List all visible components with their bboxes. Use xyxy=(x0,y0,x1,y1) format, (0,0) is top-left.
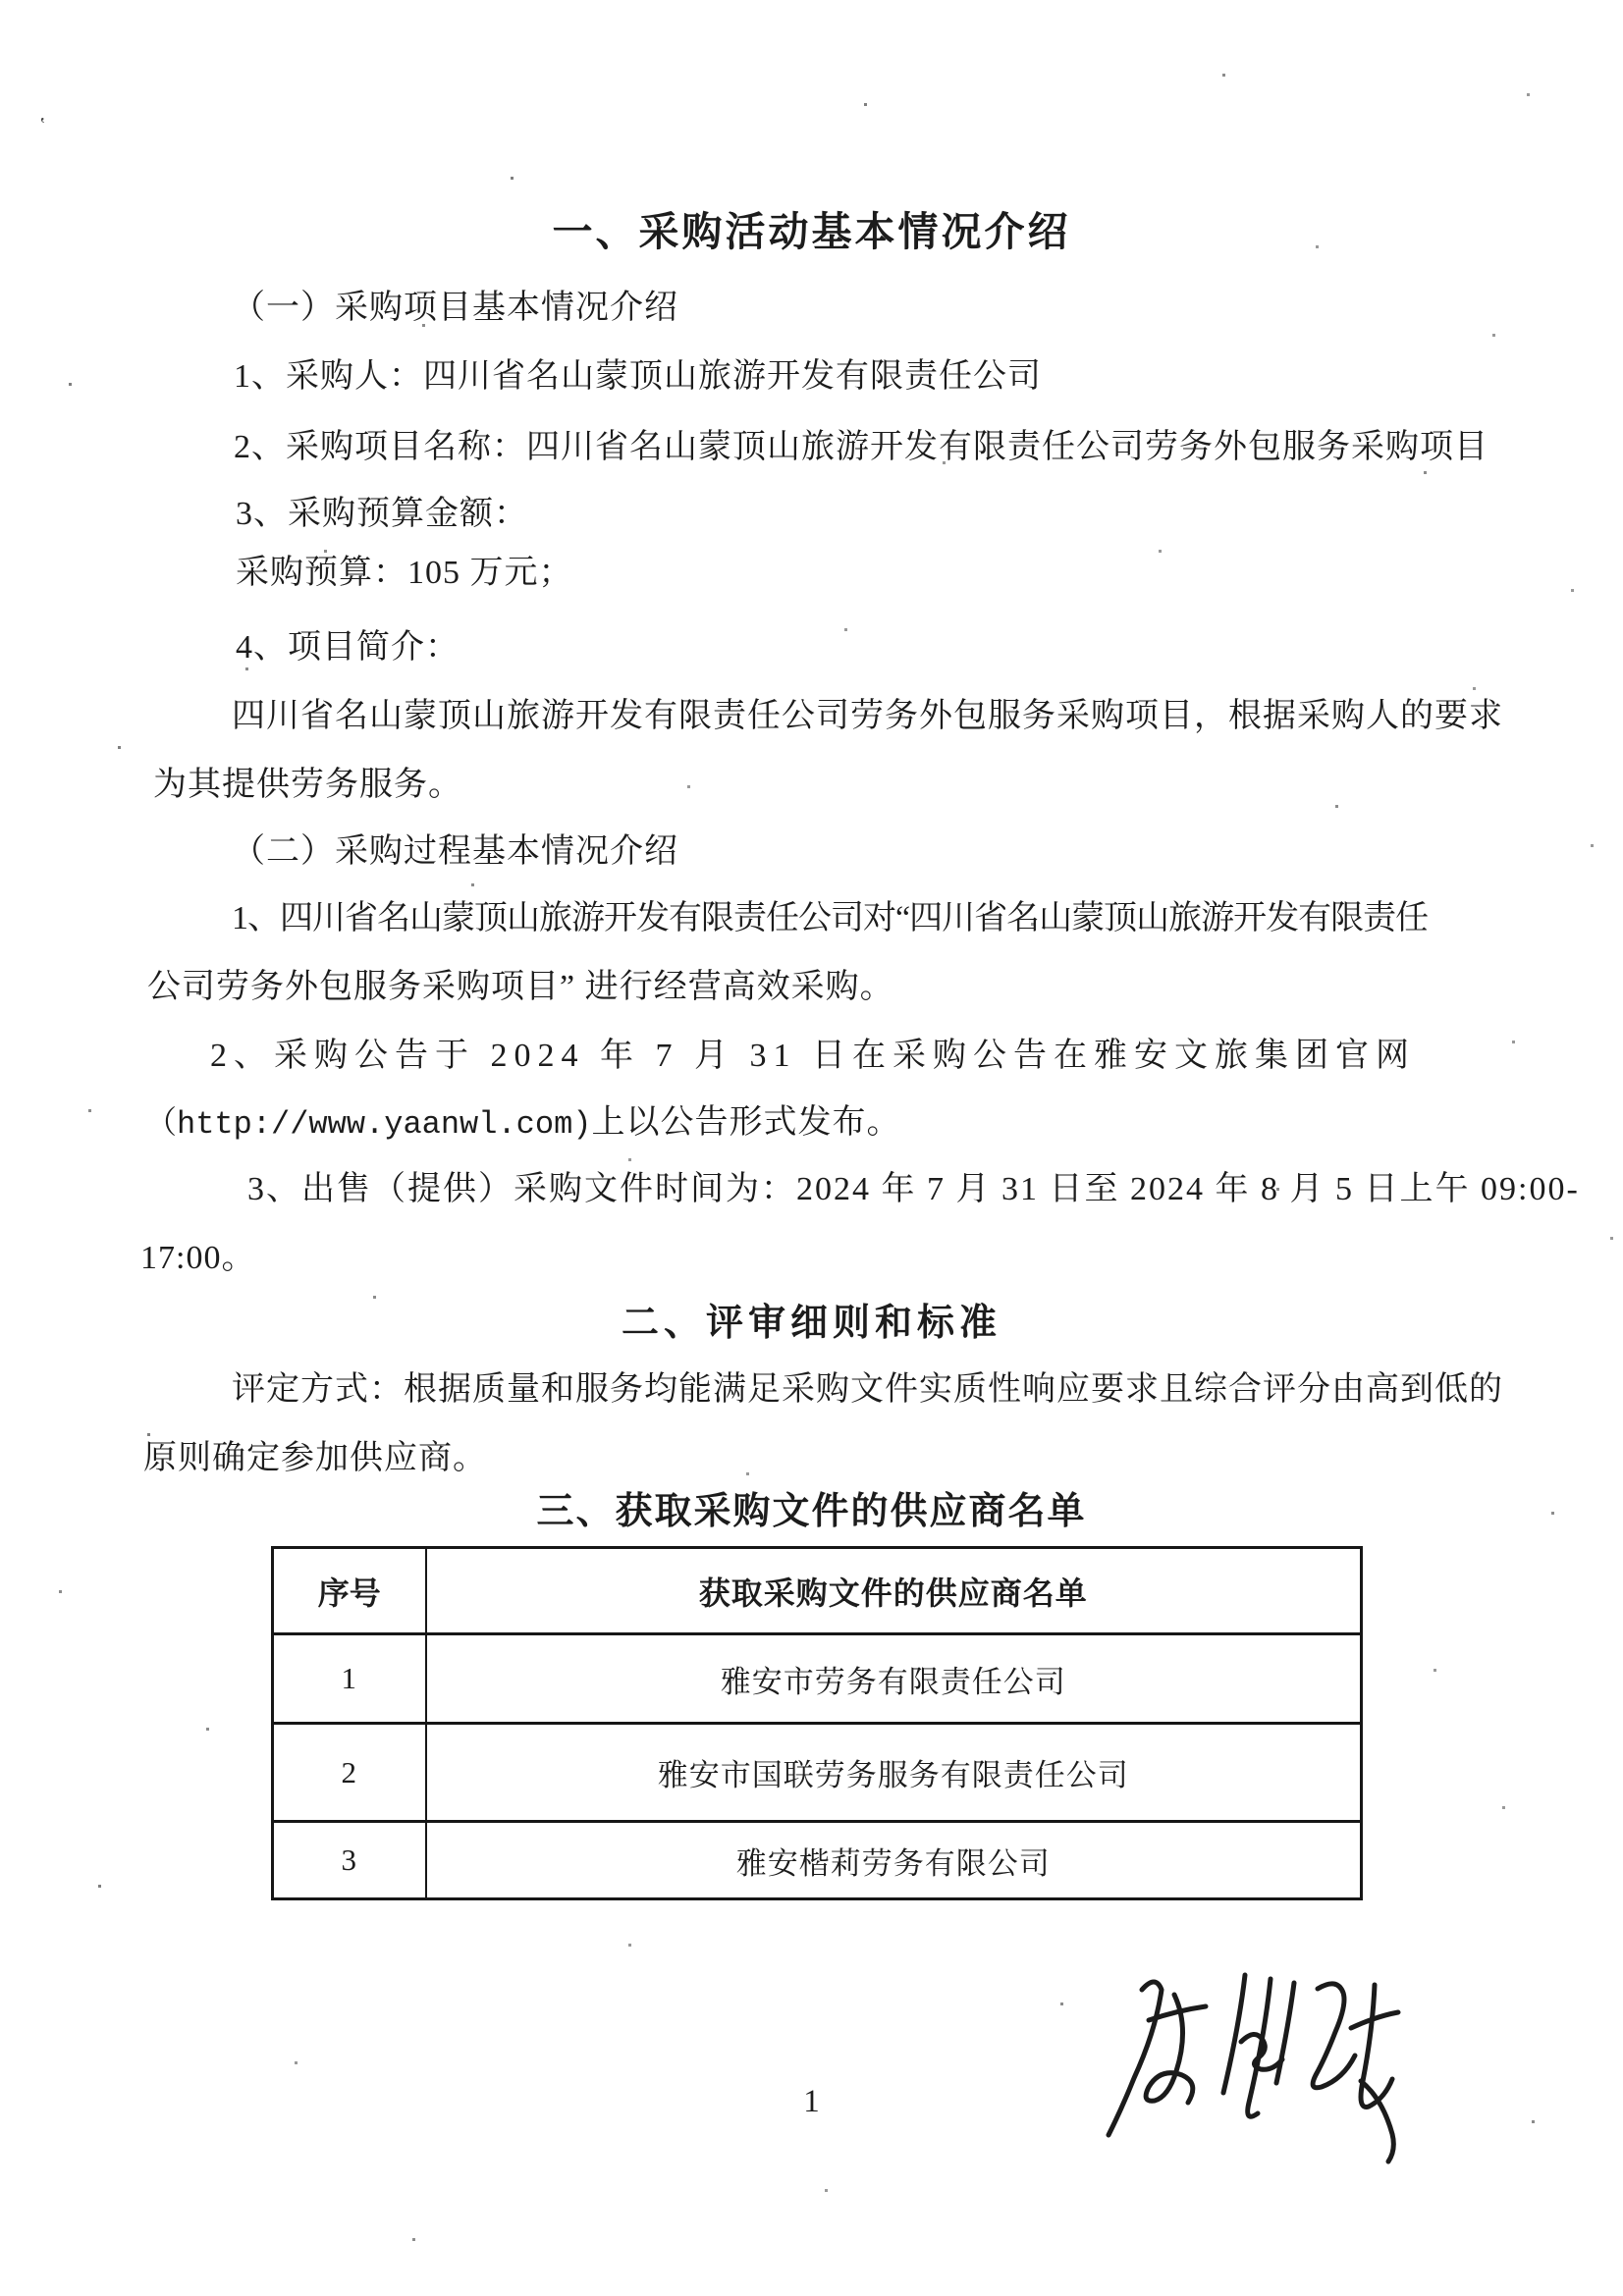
section2-item3-line1: 3、出售（提供）采购文件时间为：2024 年 7 月 31 日至 2024 年 8 月 5 日上午 09:00- xyxy=(247,1171,1580,1207)
document-title: 一、采购活动基本情况介绍 xyxy=(552,209,1071,254)
section1-intro-line2: 为其提供劳务服务。 xyxy=(153,767,462,803)
section2-item3-line2: 17:00。 xyxy=(140,1240,256,1276)
row3-supplier: 雅安楷莉劳务有限公司 xyxy=(426,1822,1362,1899)
section2-heading-review: 二、评审细则和标准 xyxy=(621,1303,1001,1344)
row2-supplier: 雅安市国联劳务服务有限责任公司 xyxy=(426,1724,1362,1822)
handwritten-signature xyxy=(1098,1955,1422,2176)
announcement-url-suffix: 上以公告形式发布。 xyxy=(591,1104,901,1141)
section1-item2-project-name: 2、采购项目名称：四川省名山蒙顶山旅游开发有限责任公司劳务外包服务采购项目 xyxy=(234,429,1488,465)
table-row xyxy=(273,1634,1362,1724)
section2-item1-line2: 公司劳务外包服务采购项目” 进行经营高效采购。 xyxy=(147,969,894,1005)
review-method-line1: 评定方式：根据质量和服务均能满足采购文件实质性响应要求且综合评分由高到低的 xyxy=(232,1371,1503,1408)
table-header-supplier: 获取采购文件的供应商名单 xyxy=(426,1548,1362,1634)
review-method-line2: 原则确定参加供应商。 xyxy=(143,1440,487,1476)
row2-no: 2 xyxy=(273,1724,426,1822)
section3-heading-suppliers: 三、获取采购文件的供应商名单 xyxy=(536,1491,1087,1532)
section1-subheading: （一）采购项目基本情况介绍 xyxy=(232,290,678,326)
section2-subheading: （二）采购过程基本情况介绍 xyxy=(232,833,678,870)
section1-budget-value: 采购预算：105 万元； xyxy=(236,555,573,591)
section1-item1-purchaser: 1、采购人：四川省名山蒙顶山旅游开发有限责任公司 xyxy=(234,358,1042,395)
scan-noise-specks xyxy=(864,103,867,106)
section1-item3-budget-label: 3、采购预算金额： xyxy=(236,496,528,532)
table-row xyxy=(273,1822,1362,1899)
row1-supplier: 雅安市劳务有限责任公司 xyxy=(426,1634,1362,1724)
page-number: 1 xyxy=(803,2084,820,2119)
table-header-row xyxy=(273,1548,1362,1634)
section2-item2-line1: 2、采购公告于 2024 年 7 月 31 日在采购公告在雅安文旅集团官网 xyxy=(210,1038,1416,1074)
section2-item2-line2 xyxy=(145,1103,900,1144)
section1-intro-line1: 四川省名山蒙顶山旅游开发有限责任公司劳务外包服务采购项目，根据采购人的要求 xyxy=(232,698,1503,734)
table-row xyxy=(273,1724,1362,1822)
table-header-no: 序号 xyxy=(273,1548,426,1634)
supplier-table xyxy=(271,1546,1363,1900)
section2-item1-line1: 1、四川省名山蒙顶山旅游开发有限责任公司对“四川省名山蒙顶山旅游开发有限责任 xyxy=(232,900,1429,936)
row1-no: 1 xyxy=(273,1634,426,1724)
row3-no: 3 xyxy=(273,1822,426,1899)
scan-artifact-mark: ‛ xyxy=(39,114,46,135)
section1-item4-intro-label: 4、项目简介： xyxy=(236,629,460,666)
announcement-url: （http://www.yaanwl.com) xyxy=(145,1106,592,1143)
